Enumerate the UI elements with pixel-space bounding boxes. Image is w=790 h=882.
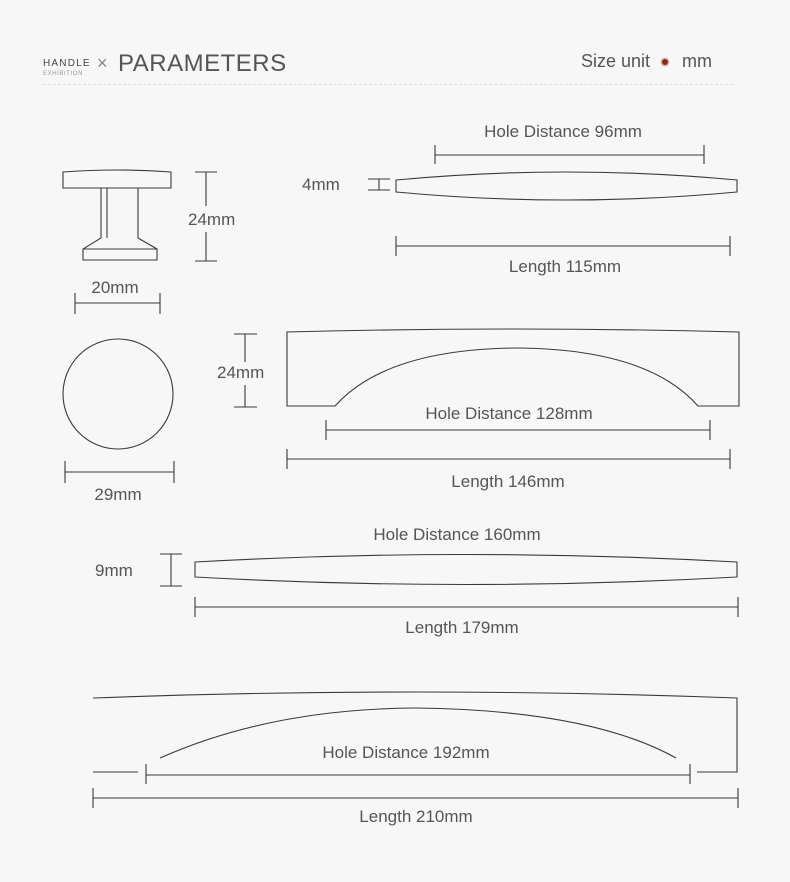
knob-base-width-label: 20mm <box>91 278 139 297</box>
handle-160-length-label: Length 179mm <box>405 618 519 637</box>
separator-cross: × <box>97 53 108 73</box>
handle-160-length-dimension <box>195 597 738 617</box>
size-unit-label: Size unit <box>581 51 651 71</box>
size-unit-value: mm <box>682 51 712 71</box>
handle-128-length-label: Length 146mm <box>451 472 565 491</box>
knob-top-view <box>63 339 173 449</box>
handle-96-hole-label: Hole Distance 96mm <box>484 122 642 141</box>
handle-96-thickness-label: 4mm <box>302 175 340 194</box>
handle-160-thickness-dimension <box>160 554 182 586</box>
handle-160-shape <box>195 555 737 585</box>
handle-96-length-dimension <box>396 236 730 256</box>
handle-128-hole-label: Hole Distance 128mm <box>425 404 593 423</box>
knob-height-label: 24mm <box>188 210 236 229</box>
handle-192-length-label: Length 210mm <box>359 807 473 826</box>
handle-96-shape <box>396 172 737 200</box>
knob-diameter-label: 29mm <box>94 485 142 504</box>
page-title: PARAMETERS <box>118 50 287 77</box>
handle-128-height-label: 24mm <box>217 363 265 382</box>
handle-192-hole-dimension <box>146 764 690 784</box>
handle-96-length-label: Length 115mm <box>508 257 622 276</box>
brand-label: HANDLE <box>43 58 91 69</box>
handle-96-hole-dimension <box>435 145 704 164</box>
knob-diameter-dimension <box>65 461 174 483</box>
brand-sublabel: EXHIBITION <box>43 71 84 77</box>
knob-side-view <box>63 170 171 260</box>
handle-128-shape <box>287 329 739 406</box>
handle-96-thickness-dimension <box>368 179 390 190</box>
handle-160-hole-label: Hole Distance 160mm <box>373 525 541 544</box>
handle-160-thickness-label: 9mm <box>95 561 133 580</box>
handle-192-length-dimension <box>93 788 738 808</box>
handle-192-hole-label: Hole Distance 192mm <box>322 743 490 762</box>
handle-128-length-dimension <box>287 449 730 469</box>
